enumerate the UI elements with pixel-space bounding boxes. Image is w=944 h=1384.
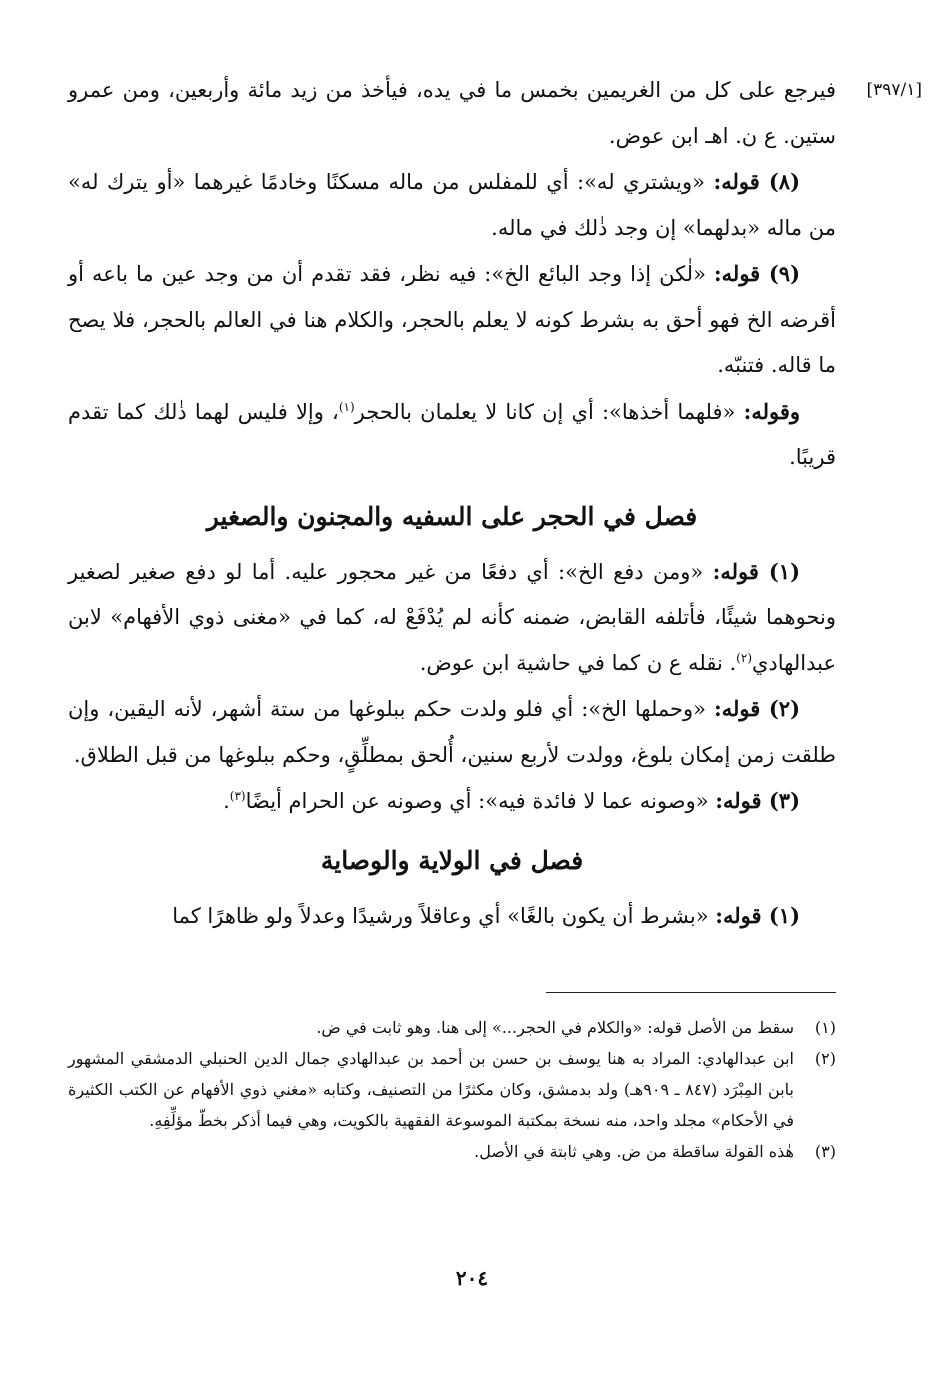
paragraph-3: [68, 778, 836, 825]
paragraph-text: .: [223, 789, 230, 813]
paragraph-1: [68, 893, 836, 940]
paragraph-text: «فلهما أخذها»: أي إن كانا لا يعلمان بالحجر: [354, 399, 744, 424]
footnote: [68, 1012, 836, 1043]
margin-reference: [٣٩٧/١]: [866, 80, 922, 100]
footnotes: [68, 1012, 836, 1167]
paragraph-8: [68, 159, 836, 251]
paragraph-label: وقوله:: [743, 398, 800, 424]
paragraph-label: (٩) قوله:: [713, 261, 800, 286]
paragraph-label: (٢) قوله:: [713, 696, 801, 721]
paragraph-text: . نقله ع ن كما في حاشية ابن عوض.: [419, 650, 737, 675]
paragraph-text: «وصونه عما لا فائدة فيه»: أي وصونه عن الحرام أيضًا: [245, 789, 716, 813]
paragraph-label: (١) قوله:: [712, 558, 800, 584]
footnote-marker: (٢): [736, 650, 752, 665]
paragraph-text: «لٰكن إذا وجد البائع الخ»: فيه نظر، فقد تقدم أن من وجد عين ما باعه أو أقرضه الخ فهو أحق به بشرط كونه لا يعلم بالحجر، والكلام هنا في العالم بالحجر، فلا يصح ما قاله. فتنبّه.: [68, 262, 836, 377]
paragraph-text: «ومن دفع الخ»: أي دفعًا من غير محجور عليه. أما لو دفع صغير لصغير ونحوهما شيئًا، فأتلفه القابض، ضمنه كأنه لم يُدْفَعْ له، كما في «مغنى ذوي الأفهام» لابن عبدالهادي: [68, 559, 836, 675]
footnote-divider: [546, 992, 836, 993]
paragraph-2: [68, 686, 836, 778]
paragraph-continuation: [68, 68, 836, 159]
paragraph-label: (٨) قوله:: [713, 169, 801, 194]
footnote-number: (٣): [814, 1142, 836, 1161]
footnote: [68, 1043, 836, 1136]
paragraph-text: «بشرط أن يكون بالغًا» أي وعاقلاً ورشيدًا وعدلاً ولو ظاهرًا كما: [172, 903, 716, 928]
paragraph-text: «وحملها الخ»: أي فلو ولدت حكم ببلوغها من ستة أشهر، لأنه اليقين، وإن طلقت زمن إمكان بلوغ، وولدت لأربع سنين، أُلحق بمطلِّقٍ، وحكم ببلوغها من قبل الطلاق.: [68, 697, 836, 767]
paragraph-text: «ويشتري له»: أي للمفلس من ماله مسكنًا وخادمًا غيرهما «أو يترك له» من ماله «بدلهما» إن وجد ذٰلك في ماله.: [68, 170, 836, 240]
paragraph-label: (٣) قوله:: [715, 788, 800, 813]
section-heading: فصل في الحجر على السفيه والمجنون والصغير: [206, 501, 698, 531]
footnote-text: ابن عبدالهادي: المراد به هنا يوسف بن حسن بن أحمد بن عبدالهادي جمال الدين الحنبلي الدمشقي المشهور بابن المِبْرَد (٨٤٧ ـ ٩٠٩هـ) ولد بدمشق، وكان مكثرًا من التصنيف، وكتابه «مغني ذوي الأفهام عن الكتب الكثيرة في الأحكام» مجلد واحد، منه نسخة بمكتبة الموسوعة الفقهية بالكويت، وهي فيما أذكر بخطّ مؤلِّفِهِ.: [68, 1049, 794, 1130]
paragraph-1: [68, 549, 836, 687]
paragraph-label: (١) قوله:: [715, 902, 800, 928]
footnote: [68, 1136, 836, 1167]
page-number: ٢٠٤: [455, 1266, 489, 1290]
footnote-marker: (١): [338, 399, 355, 414]
paragraph-text: ، وإلا فليس لهما ذٰلك كما تقدم قريبًا.: [68, 399, 836, 469]
footnote-text: هٰذه القولة ساقطة من ض. وهي ثابتة في الأصل.: [474, 1142, 794, 1161]
paragraph-wa-qawluh: [68, 389, 836, 481]
section-heading: فصل في الولاية والوصاية: [320, 845, 584, 875]
footnote-number: (٢): [814, 1049, 836, 1068]
footnote-number: (١): [814, 1018, 836, 1037]
footnote-text: سقط من الأصل قوله: «والكلام في الحجر...» إلى هنا. وهو ثابت في ض.: [316, 1018, 794, 1037]
main-text: [68, 68, 836, 939]
footnote-marker: (٣): [229, 789, 246, 803]
paragraph-9: [68, 251, 836, 389]
paragraph-text: فيرجع على كل من الغريمين بخمس ما في يده، فيأخذ من زيد مائة وأربعين، ومن عمرو ستين. ع ن. اهـ ابن عوض.: [68, 78, 836, 148]
